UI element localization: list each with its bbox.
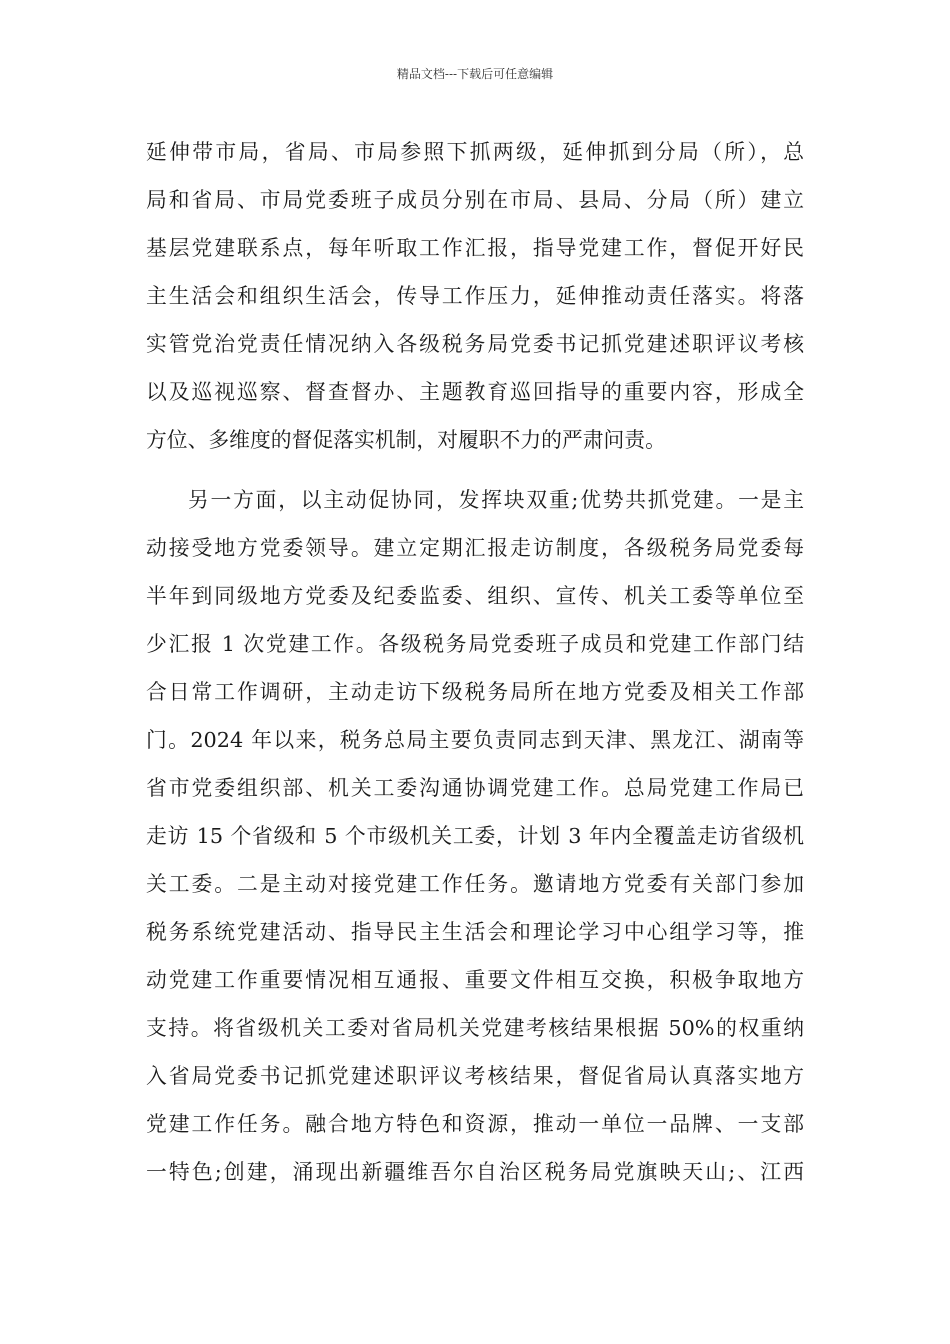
text-line: 党建工作任务。融合地方特色和资源，推动一单位一品牌、一支部 <box>146 1112 804 1136</box>
text-line: 少汇报 1 次党建工作。各级税务局党委班子成员和党建工作部门结 <box>146 632 804 656</box>
text-line: 关工委。二是主动对接党建工作任务。邀请地方党委有关部门参加 <box>146 872 804 896</box>
text-line: 税务系统党建活动、指导民主生活会和理论学习中心组学习等，推 <box>146 920 804 944</box>
text-line: 主生活会和组织生活会，传导工作压力，延伸推动责任落实。将落 <box>146 284 804 308</box>
text-line: 基层党建联系点，每年听取工作汇报，指导党建工作，督促开好民 <box>146 236 804 260</box>
text-line: 门。2024 年以来，税务总局主要负责同志到天津、黑龙江、湖南等 <box>146 728 804 752</box>
text-line: 动接受地方党委领导。建立定期汇报走访制度，各级税务局党委每 <box>146 536 804 560</box>
text-line: 延伸带市局，省局、市局参照下抓两级，延伸抓到分局（所），总 <box>146 140 804 164</box>
text-line-paragraph-start: 另一方面，以主动促协同，发挥块双重;优势共抓党建。一是主 <box>188 488 804 512</box>
text-line: 局和省局、市局党委班子成员分别在市局、县局、分局（所）建立 <box>146 188 804 212</box>
text-line: 实管党治党责任情况纳入各级税务局党委书记抓党建述职评议考核 <box>146 332 804 356</box>
text-line: 走访 15 个省级和 5 个市级机关工委，计划 3 年内全覆盖走访省级机 <box>146 824 804 848</box>
text-line: 省市党委组织部、机关工委沟通协调党建工作。总局党建工作局已 <box>146 776 804 800</box>
text-line: 支持。将省级机关工委对省局机关党建考核结果根据 50%的权重纳 <box>146 1016 804 1040</box>
text-line: 以及巡视巡察、督查督办、主题教育巡回指导的重要内容，形成全 <box>146 380 804 404</box>
text-line-paragraph-end: 方位、多维度的督促落实机制，对履职不力的严肃问责。 <box>146 428 666 452</box>
text-line: 入省局党委书记抓党建述职评议考核结果，督促省局认真落实地方 <box>146 1064 804 1088</box>
page-header: 精品文档---下载后可任意编辑 <box>396 67 554 81</box>
text-line: 合日常工作调研，主动走访下级税务局所在地方党委及相关工作部 <box>146 680 804 704</box>
text-line: 一特色;创建，涌现出新疆维吾尔自治区税务局党旗映天山;、江西 <box>146 1160 804 1184</box>
text-line: 动党建工作重要情况相互通报、重要文件相互交换，积极争取地方 <box>146 968 804 992</box>
text-line: 半年到同级地方党委及纪委监委、组织、宣传、机关工委等单位至 <box>146 584 804 608</box>
